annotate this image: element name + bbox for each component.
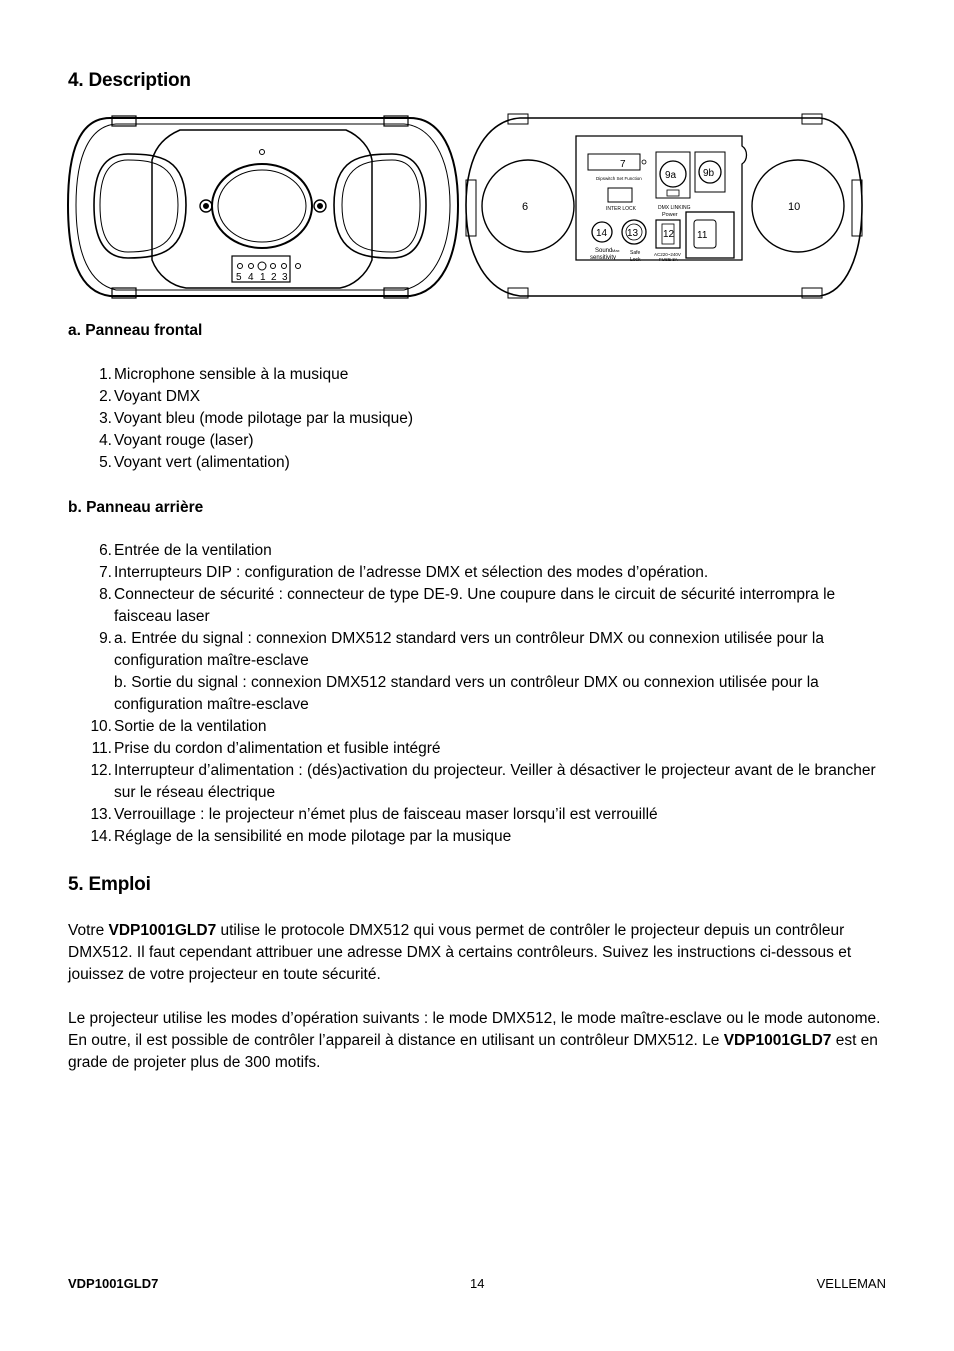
list-item: 13. Verrouillage : le projecteur n’émet plus de faisceau maser lorsqu’il est verrouillé [90, 806, 658, 823]
rear-panel-heading: b. Panneau arrière [68, 499, 204, 516]
rear-panel-list [68, 540, 888, 848]
footer-model: VDP1001GLD7 [68, 1276, 159, 1291]
front-label-2: 2 [271, 272, 277, 283]
rear-label-13: 13 [627, 228, 639, 239]
sensitivity-caption: sensitivity [590, 255, 617, 261]
list-item: 7. Interrupteurs DIP : configuration de l’adresse DMX et sélection des modes d’opération. [99, 564, 709, 581]
model-name: VDP1001GLD7 [723, 1032, 832, 1049]
rear-label-7: 7 [620, 159, 626, 170]
usage-paragraph-1: Votre VDP1001GLD7 utilise le protocole DMX512 qui vous permet de contrôler le projecteur depuis un contrôleur DMX512. Il faut cependant attribuer une adresse DMX à certains contrôleurs. Suivez les instructions ci-dessous et jouissez de votre projecteur en toute sécurité. [68, 922, 852, 983]
list-item: 12. Interrupteur d’alimentation : (dés)activation du projecteur. Veiller à désactiver le projecteur avant de le brancher sur le réseau électrique [90, 762, 876, 801]
rear-label-11: 11 [697, 230, 708, 241]
front-label-1: 1 [260, 272, 266, 283]
lock-caption: Lock [630, 257, 641, 263]
rear-label-12: 12 [663, 229, 675, 240]
list-item: 1. Microphone sensible à la musique [99, 366, 349, 383]
rear-label-10: 10 [788, 201, 801, 213]
footer-brand: VELLEMAN [816, 1276, 886, 1291]
panel-illustration [0, 110, 954, 310]
dip-switch-caption: Dipswitch Set Function [596, 176, 642, 181]
power-caption: Power [662, 212, 678, 218]
list-item: 14. Réglage de la sensibilité en mode pilotage par la musique [90, 828, 512, 845]
rear-label-6: 6 [522, 201, 529, 213]
footer-page-number: 14 [470, 1276, 485, 1291]
interlock-caption: INTER LOCK [606, 206, 637, 212]
sound-caption: Sound [595, 248, 613, 254]
front-panel-drawing [68, 116, 458, 298]
list-item: 10. Sortie de la ventilation [90, 718, 267, 735]
list-item: 5. Voyant vert (alimentation) [99, 454, 290, 471]
list-item: 4. Voyant rouge (laser) [99, 432, 254, 449]
front-label-5: 5 [236, 272, 242, 283]
rear-label-14: 14 [596, 228, 608, 239]
front-label-3: 3 [282, 272, 288, 283]
safe-caption: Safe [630, 250, 641, 256]
list-item: 8. Connecteur de sécurité : connecteur de type DE-9. Une coupure dans le circuit de sécurité interrompra le faisceau laser [99, 586, 836, 625]
rear-label-9b: 9b [703, 168, 715, 179]
list-item: 11. Prise du cordon d’alimentation et fusible intégré [91, 740, 441, 757]
model-name: VDP1001GLD7 [108, 922, 217, 939]
section-5-title: 5. Emploi [68, 874, 151, 895]
dmx-linking-caption: DMX LINKING [658, 205, 691, 211]
front-label-4: 4 [248, 272, 254, 283]
list-item: 2. Voyant DMX [99, 388, 201, 405]
list-item: 9. a. Entrée du signal : connexion DMX512 standard vers un contrôleur DMX ou connexion utilisée pour la configuration maître-esclave b. Sortie du signal : connexion DMX512 standard vers un contrôleur DMX ou connexion utilisée pour la configuration maître-esclave [99, 630, 824, 713]
voltage-caption: AC220~240V [654, 252, 681, 257]
list-item: 6. Entrée de la ventilation [99, 542, 272, 559]
rear-label-9a: 9a [665, 170, 677, 181]
front-panel-list [68, 364, 888, 474]
list-item: 3. Voyant bleu (mode pilotage par la musique) [99, 410, 413, 427]
section-4-title: 4. Description [68, 70, 191, 91]
front-panel-heading: a. Panneau frontal [68, 322, 203, 339]
usage-paragraph-2: Le projecteur utilise les modes d’opération suivants : le mode DMX512, le mode maître-esclave ou le mode autonome. En outre, il est possible de contrôler l’appareil à distance en utilisant un contrôleur DMX512. Le VDP1001GLD7 est en grade de projeter plus de 300 motifs. [68, 1010, 881, 1071]
fuse-caption: FUSE 3A [659, 257, 678, 262]
max-caption: Max [612, 248, 620, 253]
